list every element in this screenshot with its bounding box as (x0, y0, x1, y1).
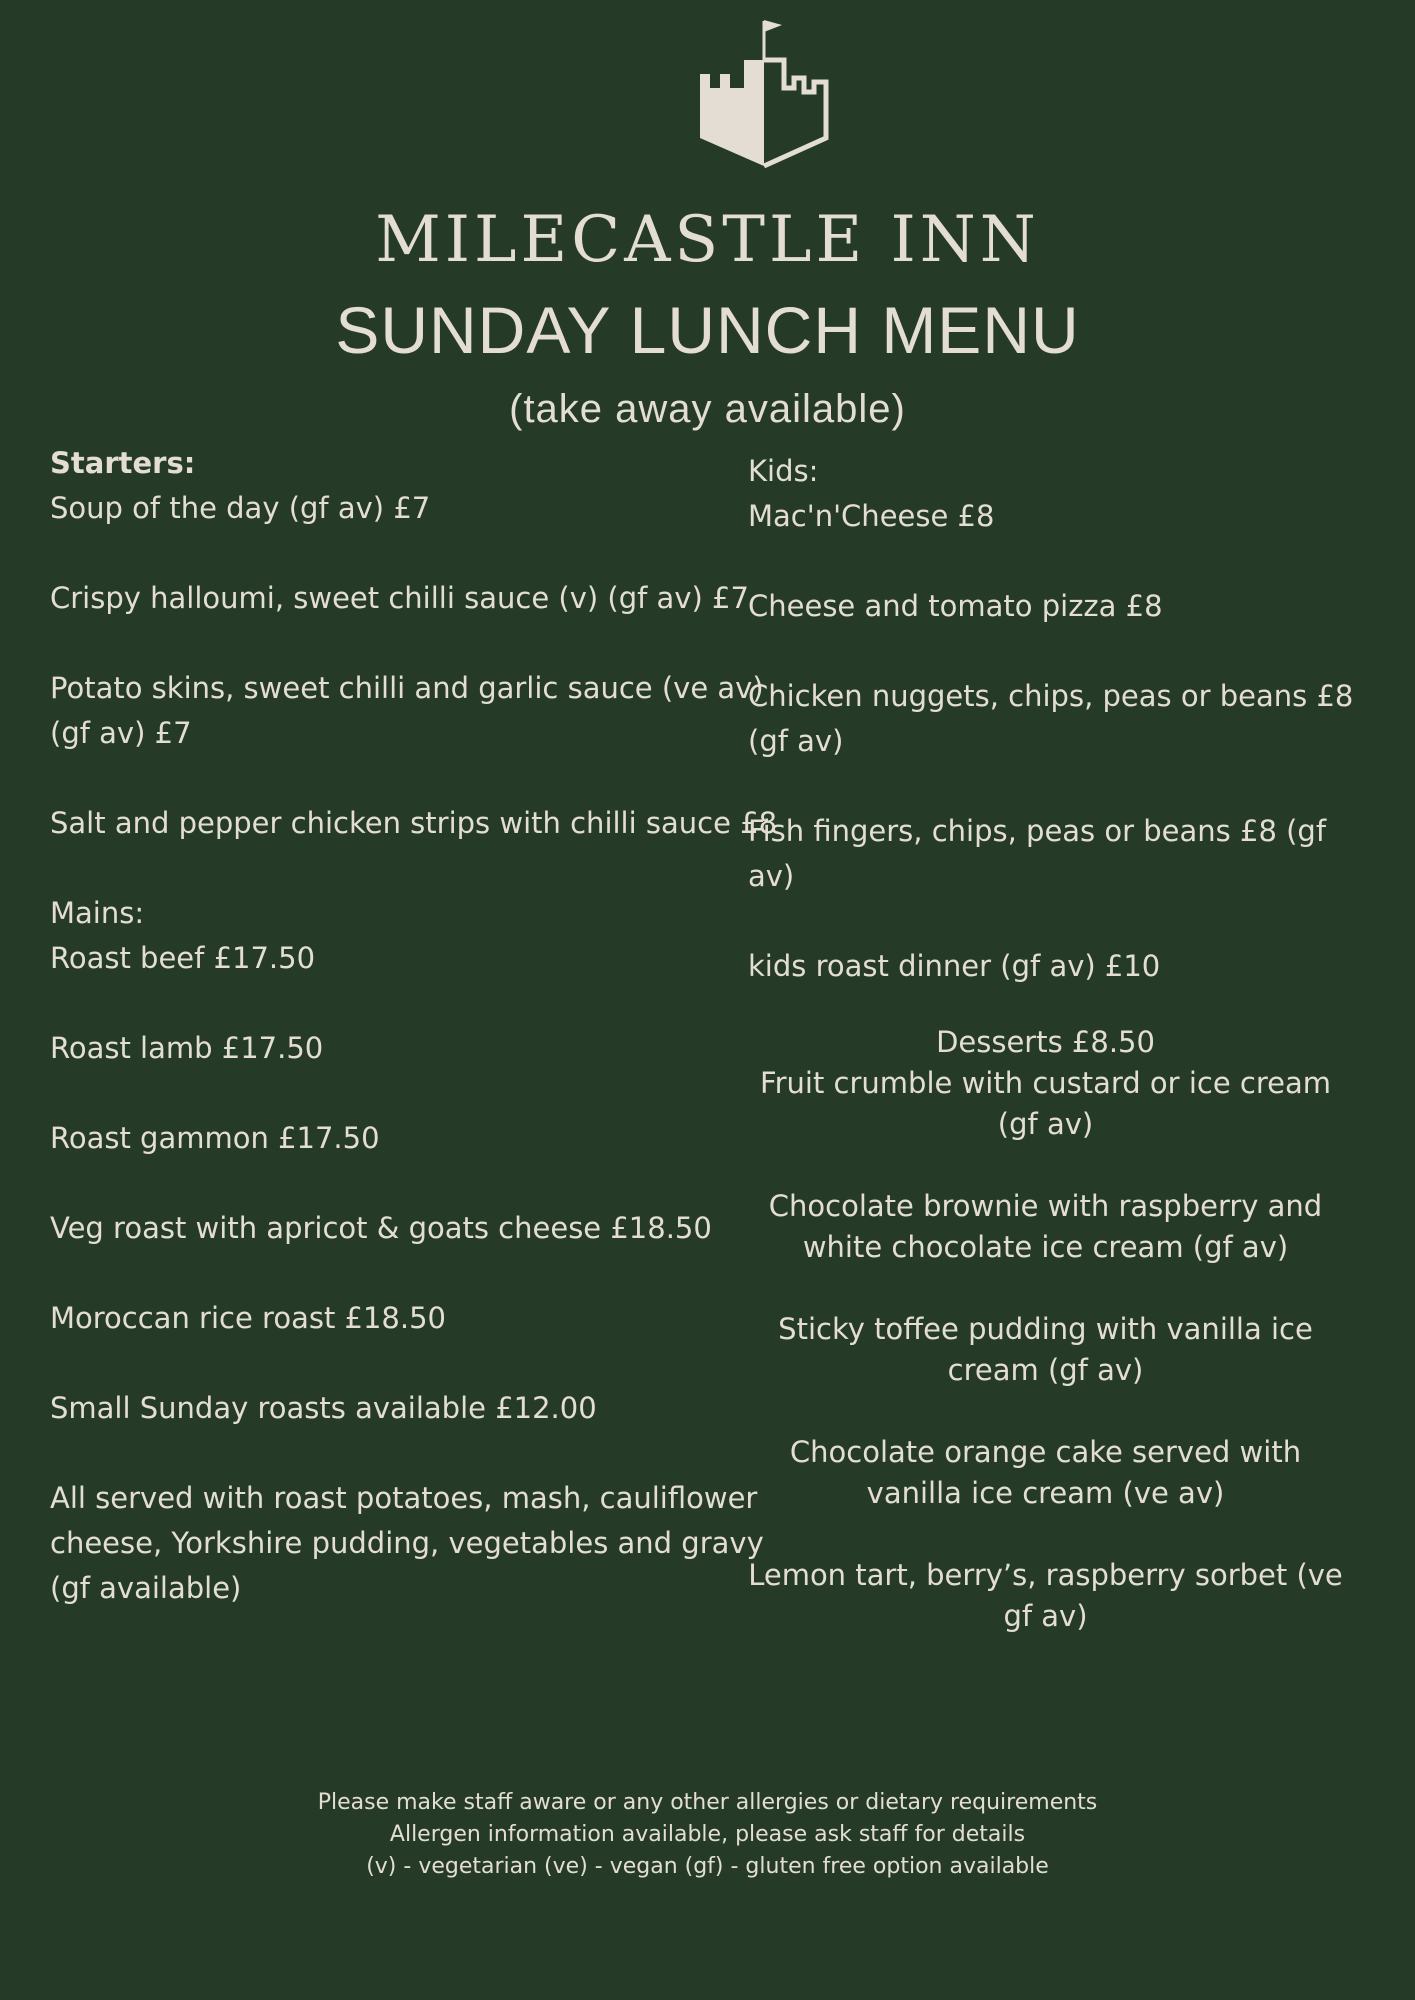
menu-item: Lemon tart, berry’s, raspberry sorbet (ve gf av) (748, 1558, 1343, 1633)
desserts-section (748, 1022, 1343, 1637)
menu-item: Soup of the day (gf av) £7 (50, 491, 431, 525)
footer-line: (v) - vegetarian (ve) - vegan (gf) - gluten free option available (366, 1854, 1049, 1879)
menu-item: Cheese and tomato pizza £8 (748, 589, 1163, 623)
menu-item: Crispy halloumi, sweet chilli sauce (v) (gf av) £7 (50, 581, 749, 615)
allergen-footer (0, 1787, 1415, 1883)
menu-item: Small Sunday roasts available £12.00 (50, 1391, 597, 1425)
right-column (748, 449, 1368, 989)
menu-item: Roast gammon £17.50 (50, 1121, 380, 1155)
menu-item: Roast lamb £17.50 (50, 1031, 324, 1065)
menu-item: Sticky toffee pudding with vanilla ice cream (gf av) (778, 1312, 1313, 1387)
castle-icon (690, 16, 830, 171)
menu-item: Moroccan rice roast £18.50 (50, 1301, 447, 1335)
footer-line: Allergen information available, please ask staff for details (389, 1822, 1026, 1847)
menu-item: Mac'n'Cheese £8 (748, 499, 995, 533)
desserts-heading: Desserts £8.50 (936, 1025, 1155, 1059)
menu-item: Fruit crumble with custard or ice cream (gf av) (760, 1066, 1331, 1141)
menu-item: Potato skins, sweet chilli and garlic sauce (ve av) (gf av) £7 (50, 671, 764, 750)
footer-line: Please make staff aware or any other allergies or dietary requirements (317, 1790, 1098, 1815)
starters-heading: Starters: (50, 446, 196, 480)
inn-name: MILECASTLE INN (375, 203, 1040, 277)
mains-heading: Mains: (50, 896, 145, 930)
menu-item: Roast beef £17.50 (50, 941, 316, 975)
menu-item: kids roast dinner (gf av) £10 (748, 949, 1161, 983)
kids-heading: Kids: (748, 454, 819, 488)
menu-title: SUNDAY LUNCH MENU (335, 293, 1080, 367)
menu-item: Veg roast with apricot & goats cheese £18.50 (50, 1211, 712, 1245)
menu-subtitle: (take away available) (509, 387, 906, 431)
menu-item: Chicken nuggets, chips, peas or beans £8 (gf av) (748, 679, 1354, 758)
menu-item: Salt and pepper chicken strips with chilli sauce £8 (50, 806, 778, 840)
menu-item: Chocolate brownie with raspberry and white chocolate ice cream (gf av) (768, 1189, 1323, 1264)
mains-note: All served with roast potatoes, mash, cauliflower cheese, Yorkshire pudding, vegetables and gravy (gf available) (50, 1481, 764, 1605)
menu-item: Chocolate orange cake served with vanilla ice cream (ve av) (789, 1435, 1302, 1510)
left-column (50, 441, 800, 1611)
menu-item: Fish fingers, chips, peas or beans £8 (gf av) (748, 814, 1327, 893)
